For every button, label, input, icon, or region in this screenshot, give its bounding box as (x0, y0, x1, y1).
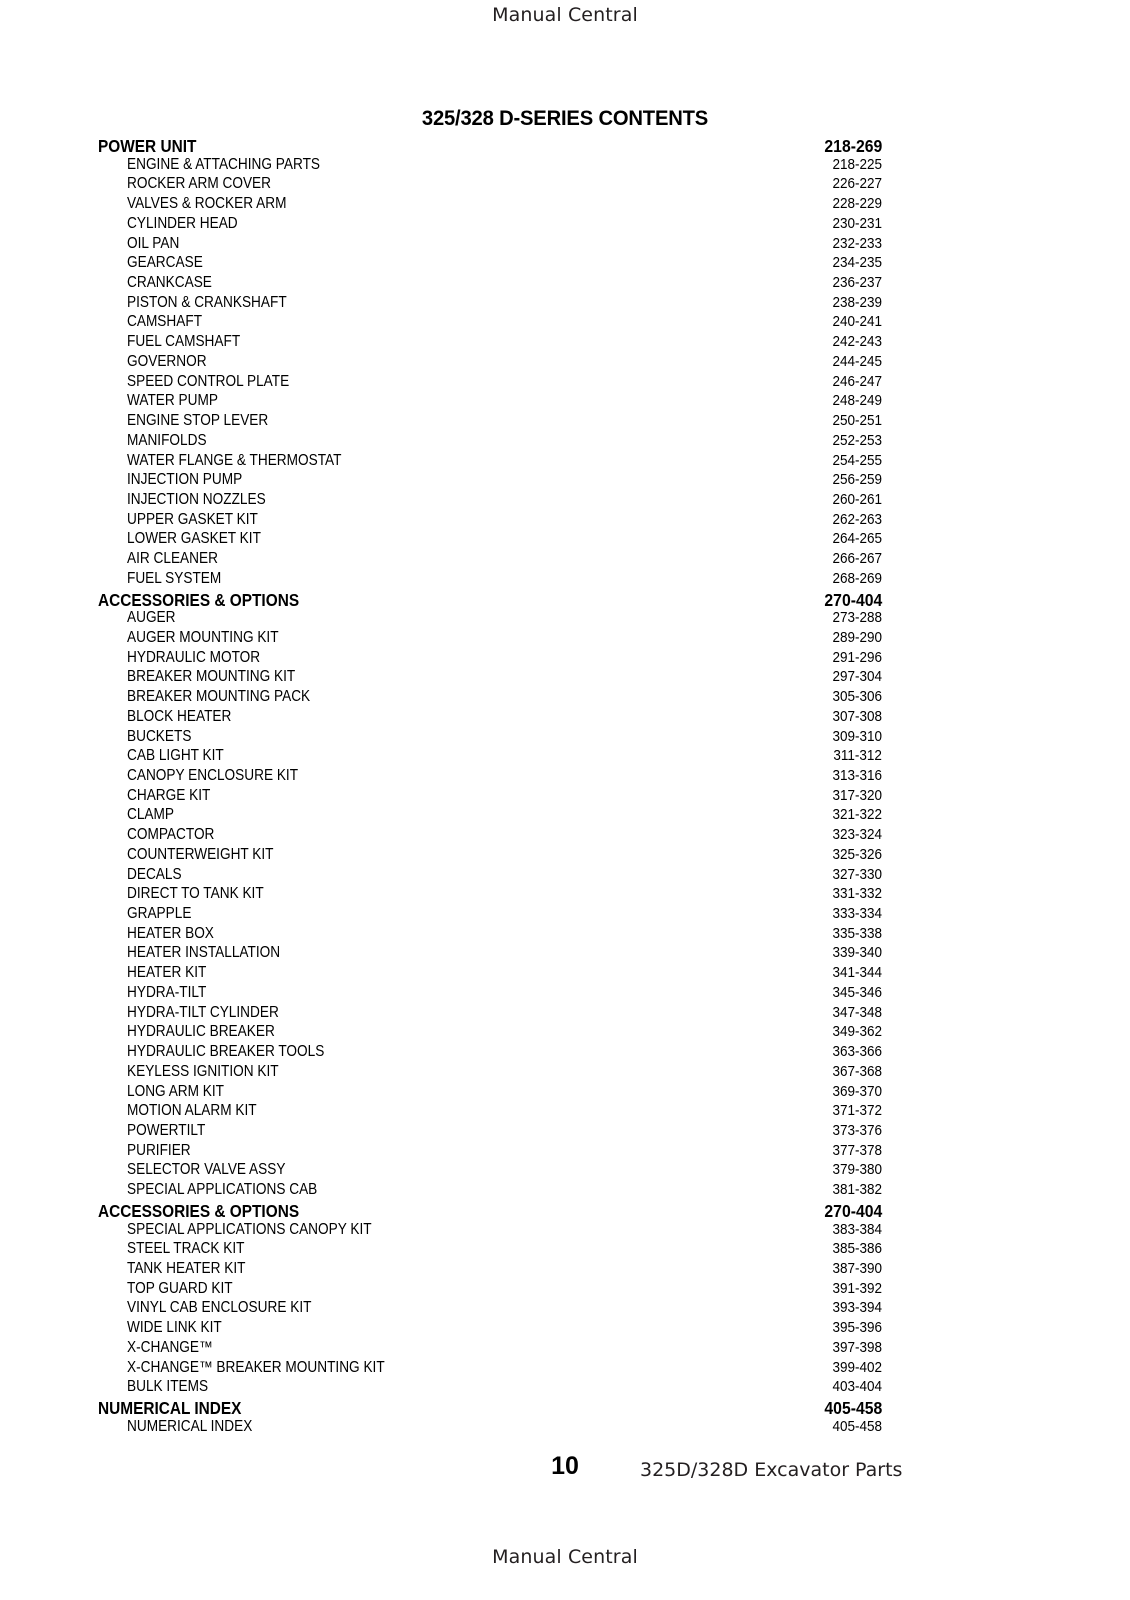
toc-entry-row[interactable] (98, 1181, 882, 1201)
toc-page-range: 391-392 (832, 1279, 882, 1297)
toc-entry-label: SPECIAL APPLICATIONS CAB (127, 1181, 318, 1199)
toc-entry-label: HYDRAULIC BREAKER TOOLS (127, 1043, 325, 1061)
toc-entry-row[interactable] (98, 550, 882, 570)
toc-dot-leader (183, 818, 824, 819)
toc-dot-leader (238, 1331, 824, 1332)
toc-page-range: 347-348 (832, 1003, 882, 1021)
toc-entry-label: VALVES & ROCKER ARM (127, 195, 287, 213)
toc-dot-leader (338, 700, 824, 701)
toc-entry-label: CRANKCASE (127, 274, 212, 292)
toc-entry-label: BUCKETS (127, 727, 192, 745)
toc-page-range: 246-247 (832, 372, 882, 390)
toc-page-range: 349-362 (832, 1023, 882, 1041)
toc-entry-label: HEATER KIT (127, 964, 207, 982)
toc-dot-leader (321, 680, 824, 681)
toc-page-range: 226-227 (832, 175, 882, 193)
toc-page-range: 270-404 (824, 1200, 882, 1221)
toc-dot-leader (189, 247, 824, 248)
toc-dot-leader (226, 286, 823, 287)
toc-dot-leader (285, 897, 824, 898)
toc-entry-label: BULK ITEMS (127, 1378, 209, 1396)
toc-dot-leader (237, 582, 824, 583)
toc-entry-label: WATER PUMP (127, 392, 218, 410)
toc-entry-label: GRAPPLE (127, 905, 192, 923)
toc-page-range: 230-231 (832, 214, 882, 232)
toc-entry-row[interactable] (98, 175, 882, 195)
toc-dot-leader (229, 838, 824, 839)
toc-entry-label: X-CHANGE™ (127, 1338, 213, 1356)
toc-page-range: 252-253 (832, 431, 882, 449)
toc-entry-label: COUNTERWEIGHT KIT (127, 845, 274, 863)
toc-entry-row[interactable] (98, 215, 882, 235)
toc-entry-row[interactable] (98, 1122, 882, 1142)
toc-entry-label: LOWER GASKET KIT (127, 530, 261, 548)
toc-entry-label: CANOPY ENCLOSURE KIT (127, 767, 299, 784)
toc-dot-leader (310, 1173, 824, 1174)
toc-dot-leader (220, 976, 824, 977)
toc-dot-leader (265, 1272, 824, 1273)
toc-dot-leader (279, 523, 824, 524)
toc-entry-label: UPPER GASKET KIT (127, 510, 258, 528)
toc-entry-label: TOP GUARD KIT (127, 1279, 233, 1297)
toc-page-range: 238-239 (832, 293, 882, 311)
toc-page-range: 305-306 (832, 688, 882, 706)
toc-entry-row[interactable] (98, 708, 882, 728)
toc-dot-leader (222, 1390, 824, 1391)
toc-entry-label: HYDRA-TILT (127, 983, 207, 1001)
toc-page-range: 371-372 (832, 1102, 882, 1120)
toc-page-range: 363-366 (832, 1043, 882, 1061)
toc-entry-label: SPECIAL APPLICATIONS CANOPY KIT (127, 1220, 372, 1238)
toc-entry-row[interactable] (98, 728, 882, 748)
toc-dot-leader (423, 1371, 824, 1372)
toc-entry-label: MANIFOLDS (127, 431, 207, 449)
toc-entry-label: FUEL SYSTEM (127, 569, 222, 587)
toc-entry-label: NUMERICAL INDEX (127, 1417, 253, 1435)
toc-entry-row[interactable] (98, 313, 882, 333)
table-of-contents (98, 136, 882, 1437)
toc-entry-label: MOTION ALARM KIT (127, 1102, 257, 1120)
toc-entry-row[interactable] (98, 1004, 882, 1024)
toc-dot-leader (185, 621, 824, 622)
toc-dot-leader (297, 858, 824, 859)
toc-page-range: 325-326 (832, 845, 882, 863)
toc-page-range: 379-380 (832, 1161, 882, 1179)
toc-page-range: 311-312 (833, 747, 882, 765)
toc-entry-label: VINYL CAB ENCLOSURE KIT (127, 1299, 312, 1317)
toc-dot-leader (264, 1413, 815, 1414)
toc-entry-row[interactable] (98, 1299, 882, 1319)
toc-page-range: 339-340 (832, 944, 882, 962)
toc-dot-leader (229, 937, 824, 938)
toc-dot-leader (220, 996, 824, 997)
toc-entry-label: CAMSHAFT (127, 313, 203, 331)
toc-page-range: 268-269 (832, 569, 882, 587)
toc-entry-row[interactable] (98, 944, 882, 964)
toc-entry-row[interactable] (98, 1378, 882, 1398)
toc-entry-label: AUGER (127, 609, 176, 627)
toc-page-range: 331-332 (832, 885, 882, 903)
toc-dot-leader (304, 956, 824, 957)
toc-dot-leader (324, 779, 824, 780)
toc-entry-label: CAB LIGHT KIT (127, 747, 224, 765)
toc-page-range: 218-225 (832, 155, 882, 173)
toc-entry-row[interactable] (98, 1161, 882, 1181)
toc-page-range: 383-384 (832, 1220, 882, 1238)
toc-page-range: 369-370 (832, 1082, 882, 1100)
toc-entry-row[interactable] (98, 609, 882, 629)
toc-dot-leader (203, 740, 824, 741)
toc-dot-leader (311, 207, 824, 208)
toc-entry-row[interactable] (98, 1280, 882, 1300)
toc-page-range: 273-288 (832, 609, 882, 627)
toc-entry-row[interactable] (98, 392, 882, 412)
toc-section-row[interactable] (98, 590, 882, 610)
toc-dot-leader (291, 424, 824, 425)
toc-page-range: 321-322 (832, 806, 882, 824)
toc-dot-leader (340, 1311, 824, 1312)
toc-dot-leader (330, 605, 815, 606)
toc-page-range: 218-269 (824, 136, 882, 156)
toc-page-range: 248-249 (832, 392, 882, 410)
watermark-bottom: Manual Central (492, 1546, 638, 1568)
toc-entry-label: NUMERICAL INDEX (98, 1398, 242, 1418)
toc-dot-leader (408, 1233, 824, 1234)
toc-entry-label: AIR CLEANER (127, 550, 218, 568)
toc-dot-leader (346, 1193, 824, 1194)
toc-entry-row[interactable] (98, 353, 882, 373)
toc-page-range: 250-251 (832, 412, 882, 430)
toc-dot-leader (311, 306, 824, 307)
toc-page-range: 244-245 (832, 352, 882, 370)
toc-entry-label: POWERTILT (127, 1121, 206, 1139)
toc-page-range: 256-259 (832, 471, 882, 489)
toc-entry-row[interactable] (98, 1063, 882, 1083)
toc-dot-leader (281, 661, 824, 662)
toc-entry-row[interactable] (98, 846, 882, 866)
toc-page-range: 405-458 (832, 1417, 882, 1435)
toc-entry-label: ROCKER ARM COVER (127, 175, 272, 193)
toc-entry-label: AUGER MOUNTING KIT (127, 628, 279, 646)
toc-dot-leader (216, 266, 824, 267)
toc-page-range: 385-386 (832, 1240, 882, 1258)
toc-entry-row[interactable] (98, 649, 882, 669)
toc-entry-label: FUEL CAMSHAFT (127, 333, 241, 351)
toc-entry-row[interactable] (98, 452, 882, 472)
toc-entry-label: PISTON & CRANKSHAFT (127, 293, 287, 311)
toc-entry-label: PURIFIER (127, 1141, 191, 1159)
toc-entry-label: ACCESSORIES & OPTIONS (98, 1200, 300, 1221)
toc-entry-label: WATER FLANGE & THERMOSTAT (127, 451, 342, 469)
toc-entry-row[interactable] (98, 1319, 882, 1339)
toc-page-range: 403-404 (832, 1378, 882, 1396)
toc-page-range: 397-398 (832, 1338, 882, 1356)
toc-dot-leader (240, 1095, 824, 1096)
toc-dot-leader (302, 641, 824, 642)
toc-dot-leader (282, 542, 824, 543)
toc-entry-label: TANK HEATER KIT (127, 1259, 246, 1277)
toc-entry-label: OIL PAN (127, 234, 180, 252)
toc-entry-row[interactable] (98, 333, 882, 353)
toc-entry-row[interactable] (98, 294, 882, 314)
toc-dot-leader (233, 562, 824, 563)
toc-dot-leader (192, 878, 824, 879)
toc-dot-leader (203, 917, 824, 918)
watermark-top: Manual Central (492, 4, 638, 26)
toc-entry-label: KEYLESS IGNITION KIT (127, 1062, 279, 1080)
toc-dot-leader (215, 325, 824, 326)
toc-page-range: 367-368 (832, 1062, 882, 1080)
toc-entry-row[interactable] (98, 235, 882, 255)
toc-section-row[interactable] (98, 136, 882, 156)
toc-entry-row[interactable] (98, 1102, 882, 1122)
toc-entry-row[interactable] (98, 491, 882, 511)
toc-page-range: 260-261 (832, 490, 882, 508)
toc-dot-leader (354, 1055, 824, 1056)
toc-page-range: 335-338 (832, 924, 882, 942)
toc-page-range: 393-394 (832, 1299, 882, 1317)
toc-dot-leader (219, 1134, 824, 1135)
toc-dot-leader (298, 1035, 824, 1036)
toc-entry-label: ACCESSORIES & OPTIONS (98, 589, 300, 610)
toc-dot-leader (294, 187, 824, 188)
toc-entry-label: CLAMP (127, 806, 174, 824)
toc-entry-row[interactable] (98, 412, 882, 432)
toc-dot-leader (374, 464, 824, 465)
toc-dot-leader (264, 1252, 824, 1253)
toc-dot-leader (250, 1292, 824, 1293)
toc-entry-row[interactable] (98, 254, 882, 274)
toc-entry-label: X-CHANGE™ BREAKER MOUNTING KIT (127, 1358, 385, 1376)
toc-entry-row[interactable] (98, 432, 882, 452)
toc-page-range: 399-402 (832, 1358, 882, 1376)
toc-page-range: 395-396 (832, 1319, 882, 1337)
toc-entry-label: INJECTION PUMP (127, 471, 243, 489)
toc-dot-leader (233, 404, 824, 405)
toc-section-row[interactable] (98, 1201, 882, 1221)
toc-entry-row[interactable] (98, 1359, 882, 1379)
toc-entry-row[interactable] (98, 570, 882, 590)
toc-entry-label: BREAKER MOUNTING KIT (127, 668, 296, 686)
toc-page-range: 291-296 (832, 648, 882, 666)
toc-entry-row[interactable] (98, 1240, 882, 1260)
toc-entry-row[interactable] (98, 688, 882, 708)
toc-dot-leader (303, 1016, 824, 1017)
toc-page-range: 405-458 (824, 1398, 882, 1418)
toc-page-range: 341-344 (832, 964, 882, 982)
toc-entry-label: LONG ARM KIT (127, 1082, 225, 1100)
toc-page-range: 297-304 (832, 668, 882, 686)
toc-dot-leader (302, 1075, 824, 1076)
toc-entry-row[interactable] (98, 787, 882, 807)
toc-page-range: 381-382 (832, 1181, 882, 1199)
toc-entry-row[interactable] (98, 767, 882, 787)
toc-section-row[interactable] (98, 1398, 882, 1418)
toc-entry-label: HYDRAULIC BREAKER (127, 1023, 275, 1041)
toc-dot-leader (277, 1114, 824, 1115)
toc-entry-label: HYDRA-TILT CYLINDER (127, 1003, 279, 1021)
toc-entry-row[interactable] (98, 1418, 882, 1438)
toc-entry-label: SELECTOR VALVE ASSY (127, 1161, 286, 1179)
toc-page-range: 254-255 (832, 451, 882, 469)
toc-entry-row[interactable] (98, 373, 882, 393)
toc-entry-row[interactable] (98, 530, 882, 550)
toc-page-range: 232-233 (832, 234, 882, 252)
toc-entry-label: BLOCK HEATER (127, 707, 232, 725)
page-title: 325/328 D-SERIES CONTENTS (421, 106, 709, 130)
toc-entry-row[interactable] (98, 925, 882, 945)
toc-page-range: 240-241 (832, 313, 882, 331)
toc-page-range: 266-267 (832, 550, 882, 568)
toc-dot-leader (330, 1216, 815, 1217)
toc-entry-row[interactable] (98, 826, 882, 846)
toc-entry-row[interactable] (98, 156, 882, 176)
toc-page-range: 327-330 (832, 865, 882, 883)
toc-page-range: 309-310 (832, 727, 882, 745)
toc-entry-label: BREAKER MOUNTING PACK (127, 688, 311, 706)
toc-entry-label: DECALS (127, 865, 182, 883)
toc-page-range: 262-263 (832, 510, 882, 528)
toc-dot-leader (261, 483, 824, 484)
toc-dot-leader (227, 1351, 824, 1352)
toc-entry-label: CHARGE KIT (127, 786, 211, 804)
toc-entry-row[interactable] (98, 1260, 882, 1280)
toc-entry-label: CYLINDER HEAD (127, 214, 238, 232)
toc-dot-leader (314, 385, 824, 386)
toc-dot-leader (259, 345, 824, 346)
footer-manual-name: 325D/328D Excavator Parts (640, 1459, 903, 1481)
toc-entry-row[interactable] (98, 1023, 882, 1043)
toc-page-range: 323-324 (832, 826, 882, 844)
toc-dot-leader (240, 759, 825, 760)
toc-dot-leader (225, 799, 824, 800)
toc-entry-label: HEATER INSTALLATION (127, 944, 281, 962)
toc-dot-leader (202, 1154, 824, 1155)
toc-dot-leader (272, 1430, 824, 1431)
toc-entry-label: GOVERNOR (127, 352, 207, 370)
toc-page-range: 307-308 (832, 707, 882, 725)
toc-entry-label: GEARCASE (127, 254, 203, 272)
toc-page-range: 333-334 (832, 905, 882, 923)
toc-entry-row[interactable] (98, 964, 882, 984)
toc-page-range: 228-229 (832, 195, 882, 213)
toc-entry-row[interactable] (98, 905, 882, 925)
toc-entry-label: DIRECT TO TANK KIT (127, 885, 264, 903)
toc-entry-row[interactable] (98, 274, 882, 294)
toc-entry-row[interactable] (98, 984, 882, 1004)
toc-dot-leader (349, 168, 824, 169)
toc-entry-row[interactable] (98, 806, 882, 826)
toc-entry-label: COMPACTOR (127, 826, 215, 844)
toc-dot-leader (220, 365, 824, 366)
toc-entry-row[interactable] (98, 1083, 882, 1103)
toc-page-range: 313-316 (832, 767, 882, 784)
toc-dot-leader (213, 151, 815, 152)
toc-entry-row[interactable] (98, 885, 882, 905)
toc-page-range: 234-235 (832, 254, 882, 272)
toc-entry-row[interactable] (98, 1221, 882, 1241)
toc-entry-row[interactable] (98, 1339, 882, 1359)
toc-page-range: 387-390 (832, 1259, 882, 1277)
toc-entry-row[interactable] (98, 195, 882, 215)
toc-page-range: 289-290 (832, 628, 882, 646)
toc-dot-leader (256, 227, 824, 228)
toc-entry-row[interactable] (98, 471, 882, 491)
toc-page-range: 264-265 (832, 530, 882, 548)
toc-entry-label: ENGINE STOP LEVER (127, 412, 269, 430)
toc-page-range: 236-237 (832, 274, 882, 292)
toc-dot-leader (249, 720, 824, 721)
toc-entry-label: ENGINE & ATTACHING PARTS (127, 155, 321, 173)
toc-page-range: 345-346 (832, 983, 882, 1001)
toc-entry-row[interactable] (98, 668, 882, 688)
toc-entry-label: INJECTION NOZZLES (127, 490, 266, 508)
toc-entry-label: WIDE LINK KIT (127, 1319, 222, 1337)
toc-entry-row[interactable] (98, 1043, 882, 1063)
toc-entry-label: HEATER BOX (127, 924, 214, 942)
toc-entry-label: SPEED CONTROL PLATE (127, 372, 290, 390)
toc-dot-leader (220, 444, 824, 445)
toc-page-range: 270-404 (824, 589, 882, 610)
toc-page-range: 242-243 (832, 333, 882, 351)
toc-page-range: 377-378 (832, 1141, 882, 1159)
toc-entry-label: STEEL TRACK KIT (127, 1240, 245, 1258)
toc-entry-row[interactable] (98, 511, 882, 531)
toc-entry-row[interactable] (98, 629, 882, 649)
toc-entry-label: POWER UNIT (98, 136, 197, 156)
toc-entry-row[interactable] (98, 866, 882, 886)
toc-page-range: 317-320 (832, 786, 882, 804)
toc-page-range: 373-376 (832, 1121, 882, 1139)
toc-entry-label: HYDRAULIC MOTOR (127, 648, 261, 666)
toc-dot-leader (288, 503, 824, 504)
toc-entry-row[interactable] (98, 1142, 882, 1162)
page-number: 10 (551, 1452, 579, 1480)
toc-entry-row[interactable] (98, 747, 882, 767)
